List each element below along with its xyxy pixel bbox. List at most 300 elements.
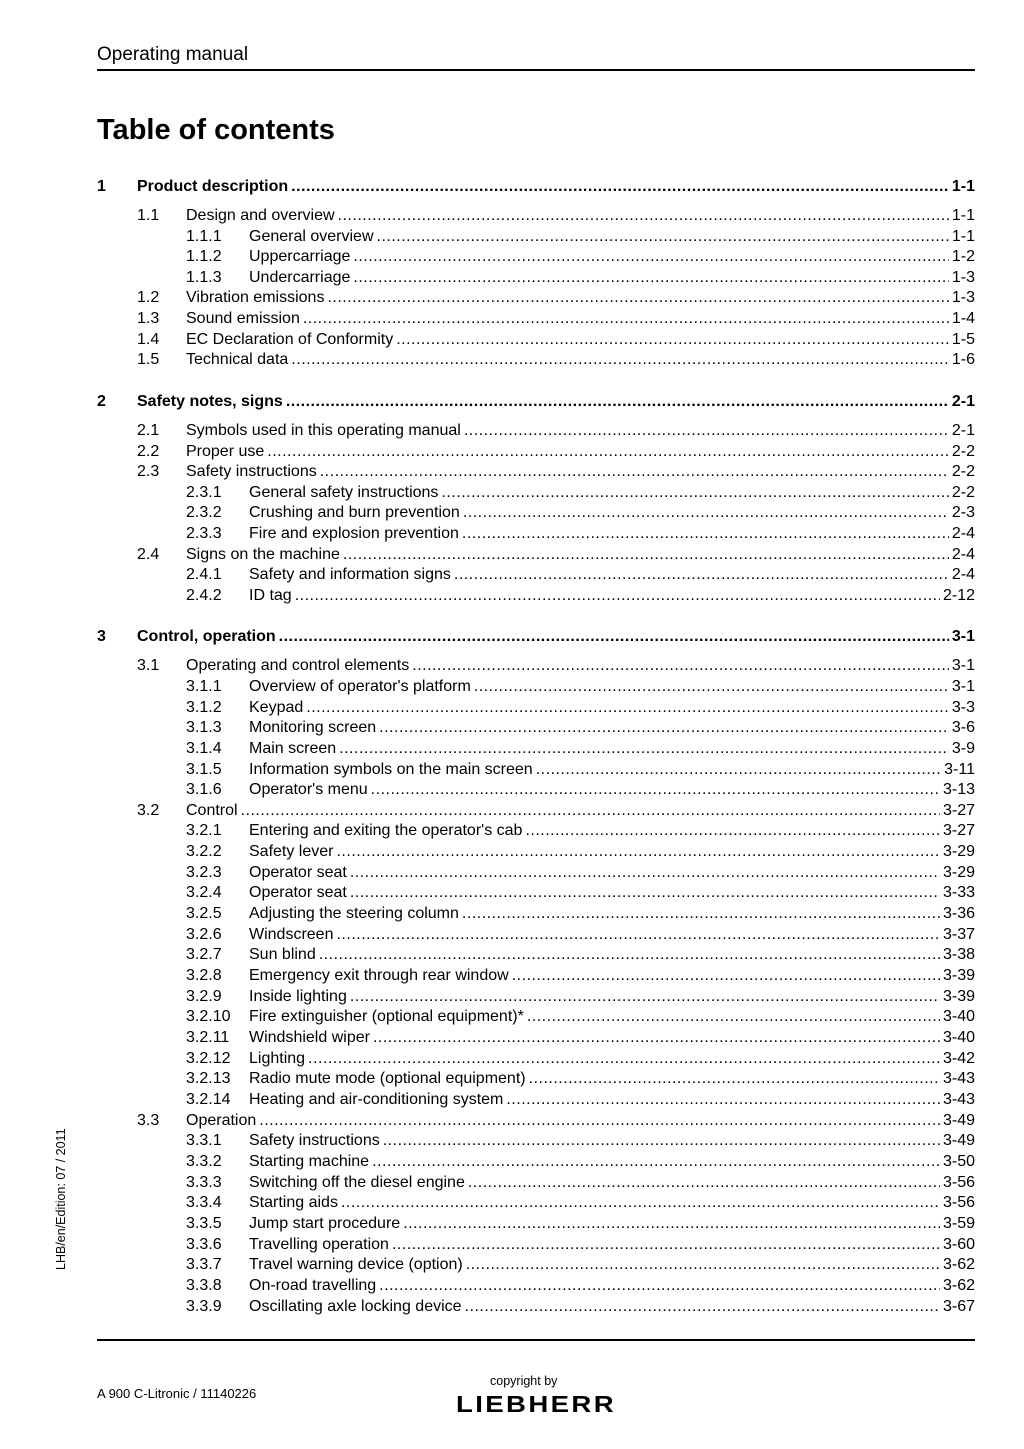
toc-entry — [249, 524, 975, 544]
toc-number: 2.4.1 — [186, 566, 222, 583]
toc-number: 3.3.6 — [186, 1236, 222, 1253]
toc-number: 1 — [97, 178, 106, 195]
toc-row[interactable] — [97, 1090, 975, 1110]
toc-entry — [186, 288, 975, 308]
toc-entry — [186, 442, 975, 462]
toc-number: 3.1.3 — [186, 719, 222, 736]
toc-entry — [249, 904, 975, 924]
header-rule — [97, 69, 975, 71]
toc-dot-leader — [306, 698, 949, 718]
toc-dot-leader — [371, 780, 940, 800]
toc-number: 1.1.3 — [186, 269, 222, 286]
toc-entry — [249, 1049, 975, 1069]
toc-row[interactable] — [97, 801, 975, 821]
toc-number: 3.2.9 — [186, 988, 222, 1005]
toc-row[interactable] — [97, 288, 975, 308]
toc-row[interactable] — [97, 677, 975, 697]
toc-page-number: 3-9 — [951, 740, 975, 757]
toc-entry — [249, 718, 975, 738]
toc-page-number: 3-1 — [951, 628, 975, 645]
toc-dot-leader — [279, 627, 949, 647]
toc-page-number: 1-2 — [951, 248, 975, 265]
toc-row[interactable] — [97, 1214, 975, 1234]
toc-entry — [137, 177, 975, 197]
toc-row[interactable] — [97, 350, 975, 370]
toc-number: 1.5 — [137, 351, 160, 368]
toc-number: 2.3 — [137, 463, 160, 480]
toc-title: General overview — [249, 228, 374, 245]
toc-page-number: 1-3 — [951, 289, 975, 306]
toc-title: Main screen — [249, 740, 337, 757]
toc-dot-leader — [464, 421, 949, 441]
toc-page-number: 3-62 — [942, 1277, 975, 1294]
toc-dot-leader — [339, 739, 949, 759]
toc-number: 3.2.7 — [186, 946, 222, 963]
toc-row[interactable] — [97, 227, 975, 247]
toc-dot-leader — [373, 1028, 940, 1048]
toc-number: 2.1 — [137, 422, 160, 439]
toc-title: Emergency exit through rear window — [249, 967, 509, 984]
toc-title: Control, operation — [137, 628, 276, 645]
toc-entry — [249, 1152, 975, 1172]
toc-title: Monitoring screen — [249, 719, 377, 736]
toc-number: 3.3.2 — [186, 1153, 222, 1170]
toc-title: Inside lighting — [249, 988, 347, 1005]
toc-row[interactable] — [97, 1193, 975, 1213]
toc-dot-leader — [353, 268, 948, 288]
toc-row[interactable] — [97, 524, 975, 544]
toc-title: Safety lever — [249, 843, 334, 860]
toc-dot-leader — [529, 1069, 940, 1089]
toc-page-number: 3-1 — [951, 657, 975, 674]
toc-page-number: 3-49 — [942, 1112, 975, 1129]
toc-row[interactable] — [97, 1255, 975, 1275]
toc-entry — [249, 1214, 975, 1234]
toc-row[interactable] — [97, 1297, 975, 1317]
toc-dot-leader — [350, 987, 940, 1007]
toc-dot-leader — [343, 545, 949, 565]
toc-title: Operator's menu — [249, 781, 368, 798]
toc-dot-leader — [350, 883, 940, 903]
toc-number: 3.2.11 — [186, 1029, 230, 1046]
toc-page-number: 3-43 — [942, 1070, 975, 1087]
toc-row[interactable] — [97, 1235, 975, 1255]
toc-number: 3.1.2 — [186, 699, 222, 716]
toc-title: Fire extinguisher (optional equipment)* — [249, 1008, 524, 1025]
toc-entry — [186, 309, 975, 329]
toc-number: 3.1.1 — [186, 678, 222, 695]
toc-title: Safety and information signs — [249, 566, 451, 583]
toc-dot-leader — [383, 1131, 940, 1151]
toc-page-number: 1-1 — [951, 178, 975, 195]
toc-dot-leader — [336, 842, 939, 862]
toc-row[interactable] — [97, 462, 975, 482]
toc-number: 1.1 — [137, 207, 160, 224]
toc-dot-leader — [465, 1297, 940, 1317]
header-title: Operating manual — [97, 44, 249, 65]
toc-row[interactable] — [97, 1131, 975, 1151]
toc-row[interactable] — [97, 1028, 975, 1048]
toc-page-number: 2-3 — [951, 504, 975, 521]
toc-entry — [249, 760, 975, 780]
toc-page-number: 3-27 — [942, 802, 975, 819]
toc-row[interactable] — [97, 842, 975, 862]
toc-page-number: 3-59 — [942, 1215, 975, 1232]
toc-row[interactable] — [97, 442, 975, 462]
toc-dot-leader — [462, 524, 949, 544]
toc-dot-leader — [308, 1049, 940, 1069]
toc-dot-leader — [320, 462, 949, 482]
toc-entry — [249, 268, 975, 288]
toc-title: Technical data — [186, 351, 289, 368]
toc-page-number: 3-1 — [951, 678, 975, 695]
toc-title: Starting machine — [249, 1153, 370, 1170]
toc-title: Keypad — [249, 699, 304, 716]
toc-entry — [249, 883, 975, 903]
toc-dot-leader — [291, 177, 949, 197]
toc-title: Safety instructions — [186, 463, 317, 480]
toc-page-number: 3-36 — [942, 905, 975, 922]
toc-row[interactable] — [97, 483, 975, 503]
toc-dot-leader — [463, 503, 949, 523]
toc-number: 2.4.2 — [186, 587, 222, 604]
toc-dot-leader — [372, 1152, 940, 1172]
toc-title: ID tag — [249, 587, 292, 604]
toc-page-number: 3-33 — [942, 884, 975, 901]
toc-entry — [249, 1173, 975, 1193]
toc-page-number: 3-40 — [942, 1029, 975, 1046]
toc-page-number: 3-62 — [942, 1256, 975, 1273]
toc-dot-leader — [241, 801, 940, 821]
toc-number: 2.4 — [137, 546, 160, 563]
toc-row[interactable] — [97, 987, 975, 1007]
toc-entry — [249, 1297, 975, 1317]
toc-title: Oscillating axle locking device — [249, 1298, 462, 1315]
toc-row[interactable] — [97, 503, 975, 523]
toc-dot-leader — [525, 821, 940, 841]
toc-page-number: 3-29 — [942, 843, 975, 860]
toc-number: 3.2.6 — [186, 926, 222, 943]
toc-title: Operator seat — [249, 884, 347, 901]
toc-entry — [186, 801, 975, 821]
toc-page-number: 2-2 — [951, 463, 975, 480]
toc-entry — [249, 945, 975, 965]
toc-dot-leader — [295, 586, 940, 606]
toc-dot-leader — [379, 718, 949, 738]
toc-entry — [249, 966, 975, 986]
toc-number: 3.3.8 — [186, 1277, 222, 1294]
toc-row[interactable] — [97, 1007, 975, 1027]
toc-row[interactable] — [97, 718, 975, 738]
toc-entry — [249, 1235, 975, 1255]
toc-number: 3.2.10 — [186, 1008, 231, 1025]
toc-entry — [249, 842, 975, 862]
toc-title: Undercarriage — [249, 269, 351, 286]
toc-row[interactable] — [97, 966, 975, 986]
toc-number: 1.1.1 — [186, 228, 222, 245]
toc-entry — [249, 739, 975, 759]
toc-number: 2 — [97, 393, 106, 410]
toc-row[interactable] — [97, 656, 975, 676]
toc-title: Entering and exiting the operator's cab — [249, 822, 523, 839]
toc-dot-leader — [396, 330, 949, 350]
toc-number: 3.2 — [137, 802, 160, 819]
toc-entry — [249, 483, 975, 503]
toc-row[interactable] — [97, 1276, 975, 1296]
footer-rule — [97, 1339, 975, 1341]
toc-entry — [186, 656, 975, 676]
toc-page-number: 3-39 — [942, 967, 975, 984]
toc-page-number: 3-29 — [942, 864, 975, 881]
document-id: A 900 C-Litronic / 11140226 — [97, 1386, 257, 1401]
toc-title: Uppercarriage — [249, 248, 351, 265]
toc-row[interactable] — [97, 330, 975, 350]
toc-page-number: 1-1 — [951, 207, 975, 224]
toc-title: Fire and explosion prevention — [249, 525, 459, 542]
toc-entry — [249, 1028, 975, 1048]
toc-number: 1.4 — [137, 331, 160, 348]
toc-title: Control — [186, 802, 238, 819]
toc-dot-leader — [341, 1193, 940, 1213]
toc-entry — [186, 330, 975, 350]
toc-row[interactable] — [97, 1069, 975, 1089]
toc-row[interactable] — [97, 739, 975, 759]
toc-title: Symbols used in this operating manual — [186, 422, 461, 439]
toc-page-number: 2-1 — [951, 393, 975, 410]
toc-number: 3.1.6 — [186, 781, 222, 798]
toc-chapter-row[interactable] — [97, 392, 975, 412]
toc-row[interactable] — [97, 1111, 975, 1131]
toc-row[interactable] — [97, 247, 975, 267]
toc-number: 1.1.2 — [186, 248, 222, 265]
toc-number: 3.1 — [137, 657, 160, 674]
toc-dot-leader — [319, 945, 940, 965]
toc-page-number: 3-50 — [942, 1153, 975, 1170]
toc-dot-leader — [303, 309, 949, 329]
toc-page-number: 3-56 — [942, 1194, 975, 1211]
toc-entry — [249, 1131, 975, 1151]
toc-title: General safety instructions — [249, 484, 439, 501]
toc-page-number: 1-6 — [951, 351, 975, 368]
toc-entry — [186, 1111, 975, 1131]
toc-row[interactable] — [97, 421, 975, 441]
toc-page-number: 3-38 — [942, 946, 975, 963]
toc-title: Design and overview — [186, 207, 335, 224]
toc-title: Overview of operator's platform — [249, 678, 471, 695]
toc-row[interactable] — [97, 863, 975, 883]
toc-title: Proper use — [186, 443, 265, 460]
toc-number: 3.2.14 — [186, 1091, 231, 1108]
toc-title: Sound emission — [186, 310, 300, 327]
toc-entry — [249, 586, 975, 606]
toc-dot-leader — [462, 904, 940, 924]
toc-page-number: 3-43 — [942, 1091, 975, 1108]
toc-row[interactable] — [97, 925, 975, 945]
toc-dot-leader — [468, 1173, 940, 1193]
toc-number: 3.3.4 — [186, 1194, 222, 1211]
toc-entry — [186, 462, 975, 482]
toc-title: Starting aids — [249, 1194, 338, 1211]
toc-dot-leader — [336, 925, 939, 945]
toc-dot-leader — [267, 442, 949, 462]
toc-dot-leader — [454, 565, 949, 585]
toc-title: Signs on the machine — [186, 546, 340, 563]
toc-dot-leader — [291, 350, 949, 370]
toc-entry — [249, 780, 975, 800]
toc-page-number: 2-1 — [951, 422, 975, 439]
toc-entry — [249, 1193, 975, 1213]
toc-page-number: 2-4 — [951, 546, 975, 563]
toc-entry — [249, 863, 975, 883]
toc-title: Crushing and burn prevention — [249, 504, 460, 521]
toc-row[interactable] — [97, 309, 975, 329]
toc-dot-leader — [441, 483, 948, 503]
toc-page-number: 3-39 — [942, 988, 975, 1005]
toc-dot-leader — [353, 247, 948, 267]
toc-title: EC Declaration of Conformity — [186, 331, 394, 348]
toc-row[interactable] — [97, 1173, 975, 1193]
toc-page-number: 3-13 — [942, 781, 975, 798]
toc-title: Operation — [186, 1112, 257, 1129]
toc-title: Safety notes, signs — [137, 393, 283, 410]
toc-dot-leader — [536, 760, 941, 780]
toc-title: Safety instructions — [249, 1132, 380, 1149]
toc-chapter-row[interactable] — [97, 177, 975, 197]
toc-entry — [186, 545, 975, 565]
toc-page-number: 3-49 — [942, 1132, 975, 1149]
toc-dot-leader — [412, 656, 949, 676]
toc-row[interactable] — [97, 760, 975, 780]
toc-title: Lighting — [249, 1050, 306, 1067]
toc-number: 3.3.1 — [186, 1132, 222, 1149]
toc-row[interactable] — [97, 206, 975, 226]
toc-row[interactable] — [97, 1049, 975, 1069]
toc-title: Switching off the diesel engine — [249, 1174, 465, 1191]
toc-dot-leader — [474, 677, 949, 697]
toc-row[interactable] — [97, 586, 975, 606]
toc-title: Vibration emissions — [186, 289, 325, 306]
toc-number: 3.3.7 — [186, 1256, 222, 1273]
toc-number: 3.2.2 — [186, 843, 222, 860]
toc-dot-leader — [506, 1090, 940, 1110]
toc-dot-leader — [466, 1255, 940, 1275]
toc-page-number: 1-5 — [951, 331, 975, 348]
toc-row[interactable] — [97, 268, 975, 288]
toc-dot-leader — [327, 288, 948, 308]
toc-row[interactable] — [97, 780, 975, 800]
toc-page-number: 2-12 — [942, 587, 975, 604]
toc-entry — [186, 350, 975, 370]
toc-row[interactable] — [97, 904, 975, 924]
toc-page-number: 3-3 — [951, 699, 975, 716]
toc-number: 3 — [97, 628, 106, 645]
toc-entry — [249, 987, 975, 1007]
toc-entry — [249, 925, 975, 945]
toc-number: 3.3.9 — [186, 1298, 222, 1315]
toc-entry — [137, 627, 975, 647]
toc-row[interactable] — [97, 883, 975, 903]
toc-entry — [249, 1090, 975, 1110]
svg-text:LIEBHERR: LIEBHERR — [456, 1393, 616, 1415]
toc-entry — [249, 1276, 975, 1296]
toc-number: 3.2.3 — [186, 864, 222, 881]
toc-entry — [249, 1069, 975, 1089]
edition-label: LHB/en/Edition: 07 / 2011 — [54, 1128, 68, 1270]
toc-page-number: 3-42 — [942, 1050, 975, 1067]
toc-row[interactable] — [97, 821, 975, 841]
toc-dot-leader — [527, 1007, 940, 1027]
toc-title: Product description — [137, 178, 289, 195]
toc-chapter-row[interactable] — [97, 627, 975, 647]
toc-row[interactable] — [97, 945, 975, 965]
toc-row[interactable] — [97, 545, 975, 565]
toc-title: Travelling operation — [249, 1236, 389, 1253]
toc-title: Operating and control elements — [186, 657, 410, 674]
toc-number: 2.2 — [137, 443, 160, 460]
toc-entry — [249, 503, 975, 523]
toc-page-number: 2-2 — [951, 484, 975, 501]
toc-row[interactable] — [97, 1152, 975, 1172]
liebherr-logo — [455, 1393, 617, 1415]
toc-number: 2.3.1 — [186, 484, 222, 501]
toc-number: 3.3.5 — [186, 1215, 222, 1232]
toc-page-number: 1-3 — [951, 269, 975, 286]
toc-page-number: 3-11 — [944, 761, 975, 778]
toc-title: On-road travelling — [249, 1277, 377, 1294]
page-title: Table of contents — [97, 114, 335, 146]
toc-entry — [186, 206, 975, 226]
toc-entry — [249, 821, 975, 841]
toc-row[interactable] — [97, 565, 975, 585]
toc-page-number: 3-40 — [942, 1008, 975, 1025]
toc-page-number: 1-4 — [951, 310, 975, 327]
toc-page-number: 2-4 — [951, 525, 975, 542]
toc-entry — [186, 421, 975, 441]
toc-dot-leader — [377, 227, 949, 247]
toc-dot-leader — [392, 1235, 940, 1255]
toc-title: Information symbols on the main screen — [249, 761, 533, 778]
toc-page-number: 3-27 — [942, 822, 975, 839]
toc-number: 3.2.4 — [186, 884, 222, 901]
toc-entry — [249, 565, 975, 585]
toc-dot-leader — [403, 1214, 940, 1234]
toc-number: 3.2.12 — [186, 1050, 231, 1067]
toc-entry — [249, 1007, 975, 1027]
toc-page-number: 2-4 — [951, 566, 975, 583]
toc-number: 1.3 — [137, 310, 160, 327]
toc-entry — [249, 227, 975, 247]
toc-page-number: 3-67 — [942, 1298, 975, 1315]
copyright-label: copyright by — [490, 1374, 558, 1388]
toc-page-number: 3-56 — [942, 1174, 975, 1191]
toc-title: Windshield wiper — [249, 1029, 370, 1046]
toc-title: Sun blind — [249, 946, 316, 963]
toc-title: Heating and air-conditioning system — [249, 1091, 504, 1108]
toc-page-number: 3-37 — [942, 926, 975, 943]
toc-title: Adjusting the steering column — [249, 905, 459, 922]
toc-page-number: 2-2 — [951, 443, 975, 460]
toc-number: 3.2.5 — [186, 905, 222, 922]
toc-title: Jump start procedure — [249, 1215, 401, 1232]
toc-number: 3.3.3 — [186, 1174, 222, 1191]
toc-number: 3.3 — [137, 1112, 160, 1129]
toc-number: 2.3.3 — [186, 525, 222, 542]
toc-row[interactable] — [97, 698, 975, 718]
toc-page-number: 3-6 — [951, 719, 975, 736]
toc-dot-leader — [338, 206, 949, 226]
toc-number: 2.3.2 — [186, 504, 222, 521]
toc-number: 3.1.4 — [186, 740, 222, 757]
